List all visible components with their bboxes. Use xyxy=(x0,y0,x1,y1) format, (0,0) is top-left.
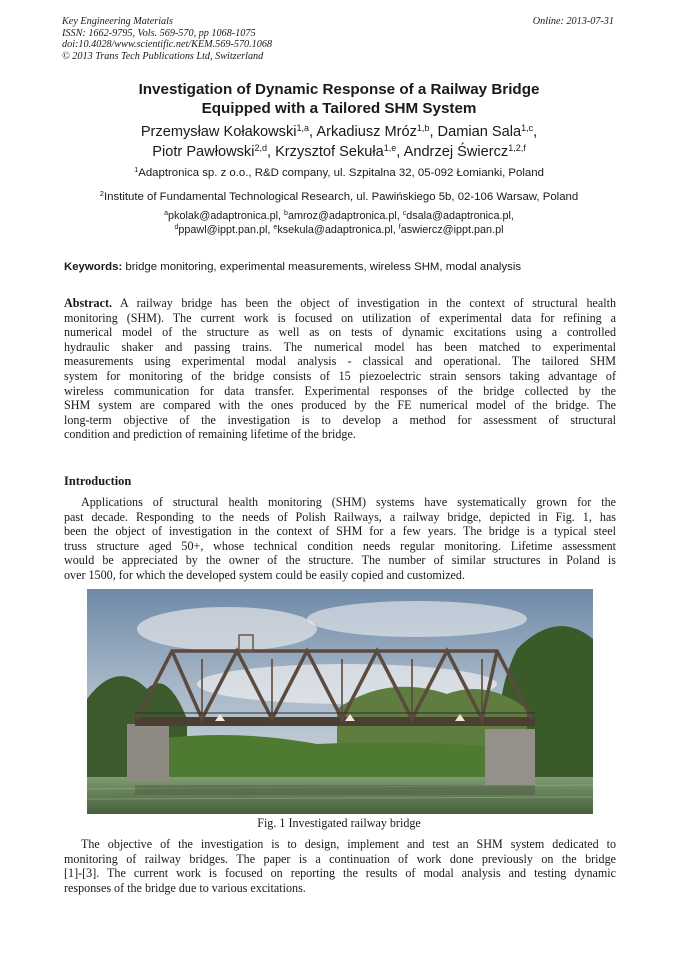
left-abutment xyxy=(127,724,169,782)
abstract-line: long-term objective of the investigation is to develop a method for assessment of structural xyxy=(64,412,616,427)
intro-line: been the object of investigation in the context of SHM for a few years. The bridge is a typical steel xyxy=(64,524,616,539)
author-line-2: Piotr Pawłowski$^{2,d}$, Krzysztof Sekuła$^{1,e}$, Andrzej Świercz$^{1,2,f}$ xyxy=(152,143,526,160)
author-list xyxy=(40,122,638,162)
email-link[interactable]: ppawl@ippt.pan.pl, xyxy=(178,223,271,236)
abstract-line: numerical model of the structure as well as on tests of dynamic excitations using a controlled xyxy=(64,325,616,340)
objective-line: [1]-[3]. The current work is focused on reporting the results of modal analysis and testing dynamic xyxy=(64,866,616,881)
abstract-text: A railway bridge has been the object of investigation in the context of structural health xyxy=(119,296,617,310)
abstract-line: monitoring (SHM). The current work is focused on utilization of experimental data for refining a xyxy=(64,310,616,325)
intro-line: over 1500, for which the developed system could be easily copied and customized. xyxy=(64,567,465,582)
author-sup: 1,2,f xyxy=(508,143,526,153)
email-sup: d xyxy=(174,223,179,231)
email-sup: e xyxy=(273,223,278,231)
section-heading-introduction: Introduction xyxy=(64,474,132,488)
intro-line: would be appreciated by the owner of the structure. The number of similar structures in Poland is xyxy=(64,553,616,568)
doi-line: doi:10.4028/www.scientific.net/KEM.569-570.1068 xyxy=(62,39,273,51)
abstract-line: hydraulic shaker and passing trains. The numerical model has been matched to experimental xyxy=(64,339,616,354)
email-line-1 xyxy=(30,210,648,224)
email-sup: f xyxy=(398,223,401,231)
author-sup: 2,d xyxy=(254,143,267,153)
objective-line: monitoring of railway bridges. The paper is a continuation of work done previously on the bridge xyxy=(64,851,616,866)
copyright-line: © 2013 Trans Tech Publications Ltd, Switzerland xyxy=(62,50,264,62)
bridge-deck xyxy=(135,717,535,726)
email-line-2 xyxy=(30,224,648,238)
journal-name: Key Engineering Materials xyxy=(62,16,173,27)
author-name: Krzysztof Sekuła xyxy=(275,144,384,160)
abstract-label: Abstract. xyxy=(64,296,113,310)
email-list xyxy=(30,210,648,237)
intro-line: truss structure aged 50+, whose technical condition needs regular monitoring. Lifetime assessment xyxy=(64,538,616,553)
introduction-paragraph xyxy=(64,495,616,583)
bridge-illustration xyxy=(87,589,593,814)
title-line-2: Equipped with a Tailored SHM System xyxy=(201,100,477,117)
keywords-text: bridge monitoring, experimental measurements, wireless SHM, modal analysis xyxy=(125,261,522,273)
email-sup: c xyxy=(402,210,407,217)
author-name: Piotr Pawłowski xyxy=(152,144,255,160)
author-name: Andrzej Świercz xyxy=(403,144,509,160)
email-sup: a xyxy=(164,210,169,217)
author-sup: 1,c xyxy=(521,123,534,133)
author-line-1: Przemysław Kołakowski$^{1,a}$, Arkadiusz Mróz$^{1,b}$, Damian Sala$^{1,c}$, xyxy=(140,123,538,140)
author-name: Damian Sala xyxy=(437,124,522,140)
right-abutment xyxy=(485,729,535,785)
affiliation-2 xyxy=(30,191,648,203)
affiliation-sup: 2 xyxy=(99,189,104,198)
author-sup: 1,e xyxy=(383,143,397,153)
figure-caption: Fig. 1 Investigated railway bridge xyxy=(257,816,421,830)
email-link[interactable]: dsala@adaptronica.pl, xyxy=(406,210,514,222)
objective-paragraph xyxy=(64,837,616,895)
abstract-line: system for monitoring of the bridge consists of 15 piezoelectric strain sensors taking advantage of xyxy=(64,368,616,383)
author-sup: 1,a xyxy=(296,123,310,133)
affiliation-text: Adaptronica sp. z o.o., R&D company, ul. Szpitalna 32, 05-092 Łomianki, Poland xyxy=(138,167,544,179)
email-link[interactable]: aswiercz@ippt.pan.pl xyxy=(400,223,504,236)
author-sup: 1,b xyxy=(416,123,430,133)
abstract-line: condition and prediction of remaining lifetime of the bridge. xyxy=(64,427,356,442)
author-name: Arkadiusz Mróz xyxy=(316,124,417,140)
journal-header xyxy=(62,16,422,62)
online-date: Online: 2013-07-31 xyxy=(532,16,614,27)
affiliation-sup: 1 xyxy=(134,165,139,174)
intro-line: Applications of structural health monitoring (SHM) systems have systematically grown for the xyxy=(81,495,616,509)
abstract-line: wireless communication for data transfer. Experimental responses of the bridge collected by the xyxy=(64,383,616,398)
cloud xyxy=(137,607,317,651)
bridge-photo xyxy=(87,589,593,814)
cloud xyxy=(307,601,527,637)
email-link[interactable]: ksekula@adaptronica.pl, xyxy=(277,223,396,236)
email-sup: b xyxy=(284,210,288,217)
keywords-label: Keywords: xyxy=(64,261,123,273)
author-name: Przemysław Kołakowski xyxy=(140,124,297,140)
email-link[interactable]: pkolak@adaptronica.pl, xyxy=(168,210,282,222)
abstract-line xyxy=(64,296,616,311)
intro-line: past decade. Responding to the needs of Polish Railways, a railway bridge, depicted in Fig. 1, has xyxy=(64,509,616,524)
reflection xyxy=(135,785,535,795)
keywords xyxy=(64,261,619,273)
affiliation-1 xyxy=(30,167,648,179)
affiliation-text: Institute of Fundamental Technological Research, ul. Pawińskiego 5b, 02-106 Warsaw, Poland xyxy=(103,191,579,203)
objective-line: The objective of the investigation is to design, implement and test an SHM system dedicated to xyxy=(81,837,616,851)
abstract-line: measurements using experimental modal analysis - classical and operational. The tailored SHM xyxy=(64,354,616,369)
abstract-line: SHM system are compared with the ones produced by the FE numerical model of the bridge. The xyxy=(64,398,616,413)
email-link[interactable]: amroz@adaptronica.pl, xyxy=(287,210,400,222)
abstract xyxy=(64,296,616,442)
objective-line: responses of the bridge due to various excitations. xyxy=(64,880,306,895)
title-line-1: Investigation of Dynamic Response of a Railway Bridge xyxy=(138,81,540,98)
paper-title xyxy=(60,80,618,118)
issn-line: ISSN: 1662-9795, Vols. 569-570, pp 1068-1075 xyxy=(62,27,256,39)
